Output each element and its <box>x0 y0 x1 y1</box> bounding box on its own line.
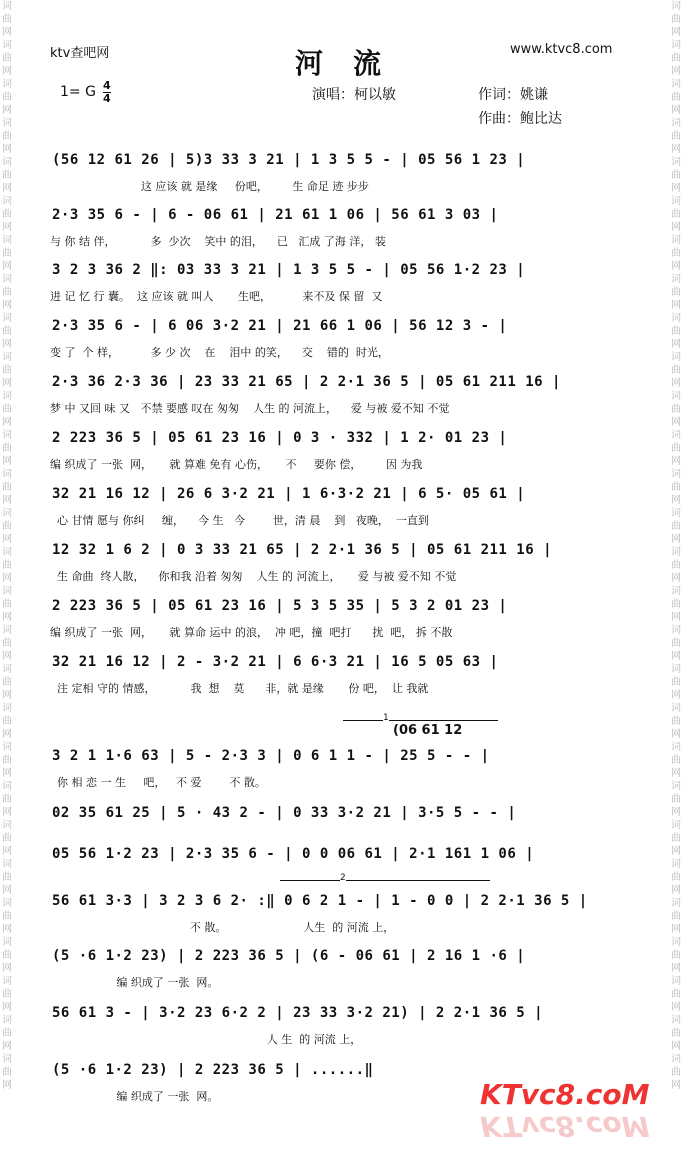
volta-second-number: 2 <box>340 873 346 883</box>
site-url: www.ktvc8.com <box>510 42 613 57</box>
lyric-line: 心 甘情 愿与 你纠 缠， 今 生 今 世，清 晨 到 夜晚， 一直到 <box>50 514 429 527</box>
lyric-line: 注 定相 守的 情感， 我 想 莫 非，就 是缘 份 吧， 让 我就 <box>50 682 429 695</box>
lyric-line: 编 织成了 一张 网， 就 算难 免有 心伤， 不 要你 偿， 因 为我 <box>50 458 423 471</box>
lyric-line: 梦 中 又回 味 又 不禁 要感 叹在 匆匆 人生 的 河流上， 爱 与被 爱不知 不觉 <box>50 402 450 415</box>
time-signature <box>103 80 111 105</box>
notation-line: 2·3 35 6 - | 6 06 3·2 21 | 21 66 1 06 | 56 12 3 - | <box>52 318 508 334</box>
lyricist-credit: 作词：姚谦 <box>478 87 548 103</box>
lyric-line: 编 织成了 一张 网。 <box>50 1090 219 1103</box>
lyric-line: 不 散。 人生 的 河流 上， <box>50 921 395 934</box>
key-signature: 1= G <box>60 84 96 100</box>
notation-line: (5 ·6 1·2 23) | 2 223 36 5 | (6 - 06 61 | 2 16 1 ·6 | <box>52 948 526 964</box>
lyric-line: 进 记 忆 行 囊。 这 应该 就 叫人 生吧， 来不及 保 留 又 <box>50 290 383 303</box>
lyric-line: 你 相 恋 一 生 吧， 不 爱 不 散。 <box>50 776 266 789</box>
notation-line: (5 ·6 1·2 23) | 2 223 36 5 | ......‖ <box>52 1062 374 1078</box>
watermark-left: 词曲网词曲网词曲网词曲网词曲网词曲网词曲网词曲网词曲网词曲网词曲网词曲网词曲网词曲网词曲网词曲网词曲网词曲网词曲网词曲网词曲网词曲网词曲网词曲网词曲网词曲网词曲网词曲网 <box>2 1 12 1091</box>
notation-line: 12 32 1 6 2 | 0 3 33 21 65 | 2 2·1 36 5 | 05 61 211 16 | <box>52 542 553 558</box>
notation-line: 32 21 16 12 | 2 - 3·2 21 | 6 6·3 21 | 16 5 05 63 | <box>52 654 499 670</box>
notation-line: 56 61 3 - | 3·2 23 6·2 2 | 23 33 3·2 21) | 2 2·1 36 5 | <box>52 1005 544 1021</box>
composer-credit: 作曲：鲍比达 <box>478 111 562 127</box>
notation-line: 3 2 1 1·6 63 | 5 - 2·3 3 | 0 6 1 1 - | 25 5 - - | <box>52 748 490 764</box>
lyric-line: 这 应该 就 是缘 份吧， 生 命足 迹 步步 <box>50 180 369 193</box>
site-name: ktv查吧网 <box>50 46 110 61</box>
notation-line: 2·3 35 6 - | 6 - 06 61 | 21 61 1 06 | 56 61 3 03 | <box>52 207 499 223</box>
notation-line: 05 56 1·2 23 | 2·3 35 6 - | 0 0 06 61 | 2·1 161 1 06 | <box>52 846 535 862</box>
singer-credit: 演唱：柯以敏 <box>312 87 396 103</box>
lyric-line: 编 织成了 一张 网， 就 算命 运中 的浪， 冲 吧，撞 吧打 扰 吧， 拆 不散 <box>50 626 453 639</box>
song-title: 河流 <box>295 47 412 80</box>
time-top: 4 <box>103 79 111 92</box>
site-logo-reflection: KTvc8.coM <box>480 1110 650 1143</box>
notation-line: (56 12 61 26 | 5)3 33 3 21 | 1 3 5 5 - | 05 56 1 23 | <box>52 152 526 168</box>
time-bottom: 4 <box>103 92 111 105</box>
lyric-line: 编 织成了 一张 网。 <box>50 976 219 989</box>
volta-first-notes: (06 61 12 <box>393 723 463 738</box>
notation-line: 32 21 16 12 | 26 6 3·2 21 | 1 6·3·2 21 | 6 5· 05 61 | <box>52 486 526 502</box>
notation-line: 2 223 36 5 | 05 61 23 16 | 5 3 5 35 | 5 3 2 01 23 | <box>52 598 508 614</box>
lyric-line: 生 命曲 终人散， 你和我 沿着 匆匆 人生 的 河流上， 爱 与被 爱不知 不觉 <box>50 570 457 583</box>
site-logo: KTvc8.coM <box>480 1078 650 1111</box>
notation-line: 56 61 3·3 | 3 2 3 6 2· :‖ 0 6 2 1 - | 1 - 0 0 | 2 2·1 36 5 | <box>52 893 588 909</box>
volta-first-number: 1 <box>383 713 389 723</box>
volta-first-ending <box>343 713 498 738</box>
notation-line: 3 2 3 36 2 ‖: 03 33 3 21 | 1 3 5 5 - | 05 56 1·2 23 | <box>52 262 526 278</box>
volta-second-ending <box>280 873 490 883</box>
lyric-line: 与 你 结 伴， 多 少次 笑中 的泪， 已 汇成 了海 洋， 装 <box>50 235 386 248</box>
lyric-line: 人 生 的 河流 上， <box>50 1033 362 1046</box>
notation-line: 02 35 61 25 | 5 · 43 2 - | 0 33 3·2 21 | 3·5 5 - - | <box>52 805 517 821</box>
lyric-line: 变 了 个 样， 多 少 次 在 泪中 的笑， 交 错的 时光， <box>50 346 389 359</box>
notation-line: 2·3 36 2·3 36 | 23 33 21 65 | 2 2·1 36 5 | 05 61 211 16 | <box>52 374 561 390</box>
watermark-right: 词曲网词曲网词曲网词曲网词曲网词曲网词曲网词曲网词曲网词曲网词曲网词曲网词曲网词曲网词曲网词曲网词曲网词曲网词曲网词曲网词曲网词曲网词曲网词曲网词曲网词曲网词曲网词曲网 <box>671 1 681 1091</box>
notation-line: 2 223 36 5 | 05 61 23 16 | 0 3 · 332 | 1 2· 01 23 | <box>52 430 508 446</box>
